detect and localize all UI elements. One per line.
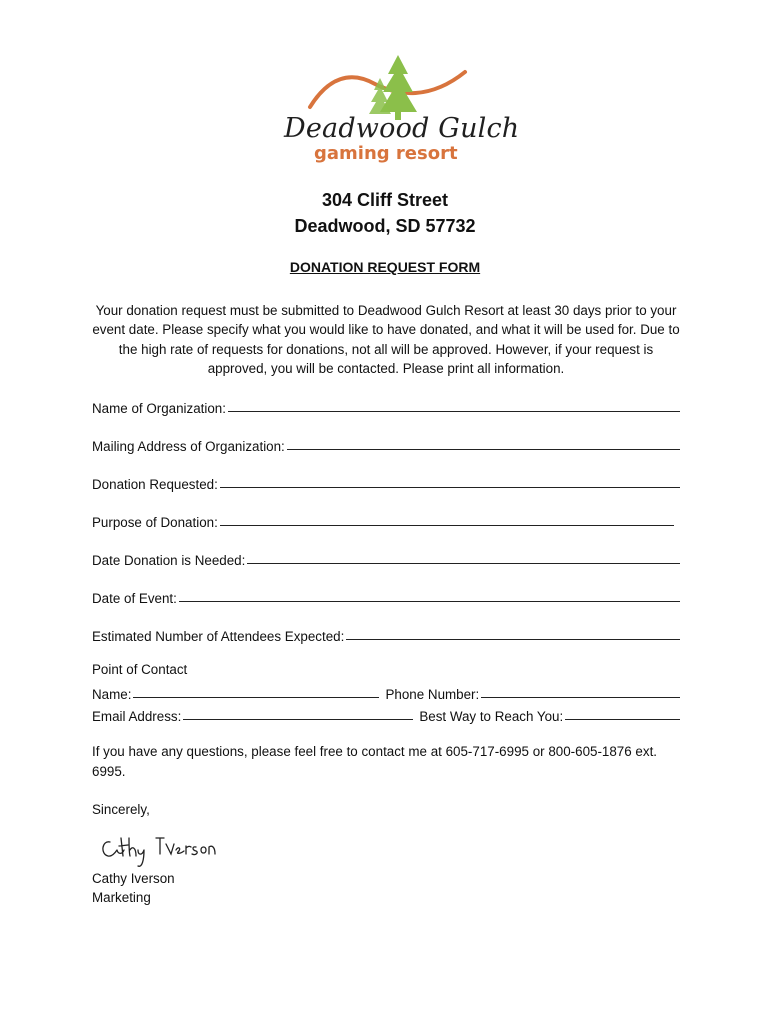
contact-email-label: Email Address: xyxy=(92,709,182,724)
date-needed-field[interactable] xyxy=(92,548,680,568)
contact-name-line[interactable] xyxy=(133,697,379,698)
event-date-label: Date of Event: xyxy=(92,591,177,606)
questions-paragraph: If you have any questions, please feel free to contact me at 605-717-6995 or 800-605-1876 ext. 6995. xyxy=(92,744,658,779)
brand-name: Deadwood Gulch xyxy=(284,113,520,144)
date-needed-line[interactable] xyxy=(247,563,680,564)
contact-email-row xyxy=(92,704,680,724)
mailing-address-label: Mailing Address of Organization: xyxy=(92,439,285,454)
form-title: DONATION REQUEST FORM xyxy=(289,259,481,275)
event-date-field[interactable] xyxy=(92,586,680,606)
intro-paragraph: Your donation request must be submitted to Deadwood Gulch Resort at least 30 days prior to your event date. Please specify what you would like to have donated, and what it will be used for. Due to the high rate of requests for donations, not all will be approved. However, if your request is approved, you will be contacted. Please print all information. xyxy=(92,303,680,376)
donation-requested-line[interactable] xyxy=(220,487,680,488)
contact-phone-label: Phone Number: xyxy=(385,687,480,702)
purpose-label: Purpose of Donation: xyxy=(92,515,218,530)
organization-label: Name of Organization: xyxy=(92,401,226,416)
contact-email-line[interactable] xyxy=(183,719,413,720)
signer-title: Marketing xyxy=(92,890,151,905)
organization-line[interactable] xyxy=(228,411,680,412)
address-street: 304 Cliff Street xyxy=(321,190,449,210)
donation-requested-label: Donation Requested: xyxy=(92,477,218,492)
attendees-line[interactable] xyxy=(346,639,680,640)
best-way-line[interactable] xyxy=(565,719,680,720)
contact-phone-line[interactable] xyxy=(481,697,680,698)
mailing-address-field[interactable] xyxy=(92,434,680,454)
attendees-label: Estimated Number of Attendees Expected: xyxy=(92,629,345,644)
attendees-field[interactable] xyxy=(92,624,680,644)
purpose-line[interactable] xyxy=(220,525,674,526)
closing-text: Sincerely, xyxy=(92,802,150,817)
brand-subtitle: gaming resort xyxy=(314,143,458,164)
contact-heading: Point of Contact xyxy=(92,662,188,677)
purpose-field[interactable] xyxy=(92,510,674,530)
date-needed-label: Date Donation is Needed: xyxy=(92,553,246,568)
signature-image xyxy=(98,826,218,871)
donation-requested-field[interactable] xyxy=(92,472,680,492)
contact-name-label: Name: xyxy=(92,687,132,702)
best-way-label: Best Way to Reach You: xyxy=(419,709,564,724)
signer-name: Cathy Iverson xyxy=(92,871,175,886)
mailing-address-line[interactable] xyxy=(287,449,680,450)
event-date-line[interactable] xyxy=(179,601,680,602)
address-city: Deadwood, SD 57732 xyxy=(294,216,476,236)
organization-field[interactable] xyxy=(92,396,680,416)
contact-name-phone-row xyxy=(92,682,680,702)
